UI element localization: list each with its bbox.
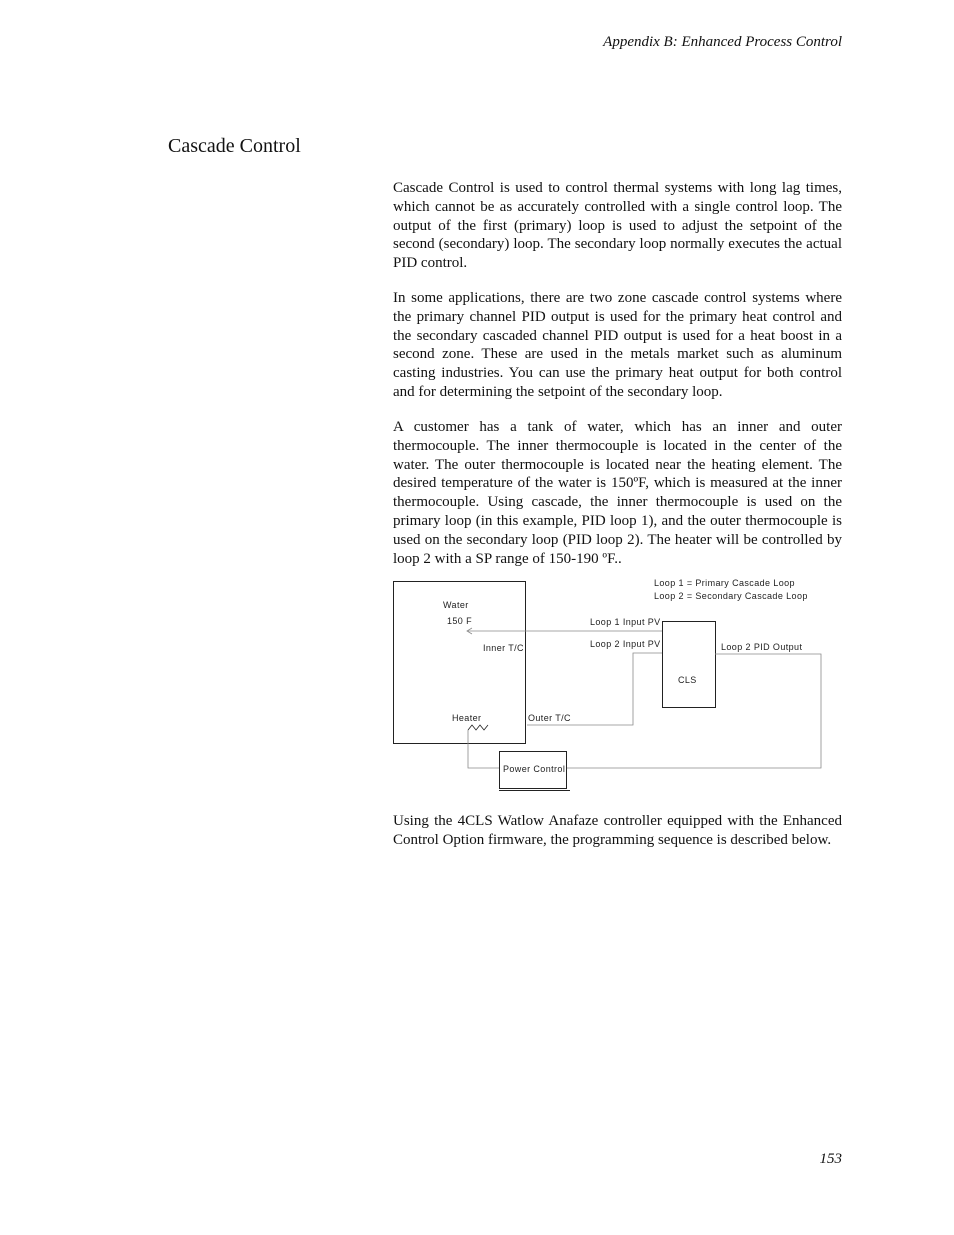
paragraph-programming (393, 812, 842, 850)
paragraph-text: A customer has a tank of water, which has an inner and outer thermocouple. The inner thermocouple is located in the center of the water. The outer thermocouple is located near the heating element. The desired temperature of the water is 150ºF, which is measured at the inner thermocouple. Using cascade, the inner thermocouple is used on the primary loop (in this example, PID loop 1), and the outer thermocouple is used on the secondary loop (PID loop 2). The heater will be controlled by loop 2 with a SP range of 150-190 ºF.. (393, 419, 842, 567)
paragraph-intro (393, 179, 842, 273)
paragraph-text: Cascade Control is used to control thermal systems with long lag times, which cannot be as accurately controlled with a single control loop. The output of the first (primary) loop is used to adjust the setpoint of the second (secondary) loop. The secondary loop normally executes the actual PID control. (393, 180, 842, 272)
legend-loop2: Loop 2 = Secondary Cascade Loop (654, 591, 808, 601)
paragraph-applications (393, 289, 842, 402)
loop2-output-label: Loop 2 PID Output (721, 642, 803, 652)
loop2-pv-label: Loop 2 Input PV (590, 639, 661, 649)
power-to-heater-line (468, 730, 499, 768)
heater-coil-icon (468, 725, 488, 730)
paragraph-text: Using the 4CLS Watlow Anafaze controller equipped with the Enhanced Control Option firmware, the programming sequence is described below. (393, 813, 842, 848)
outer-tc-label: Outer T/C (528, 713, 571, 723)
cascade-diagram (380, 575, 830, 797)
legend-loop1: Loop 1 = Primary Cascade Loop (654, 578, 795, 588)
inner-tc-label: Inner T/C (483, 643, 524, 653)
page-number: 153 (819, 1151, 842, 1167)
running-header: Appendix B: Enhanced Process Control (603, 34, 842, 50)
loop1-pv-label: Loop 1 Input PV (590, 617, 661, 627)
temperature-label: 150 F (447, 616, 473, 626)
cls-label: CLS (678, 675, 697, 685)
cls-controller-box (663, 622, 716, 708)
section-title: Cascade Control (168, 135, 301, 157)
paragraph-text: In some applications, there are two zone cascade control systems where the primary channel PID output is used for the primary heat control and the secondary cascaded channel PID output is used for a heat boost in a second zone. These are used in the metals market such as aluminum casting industries. You can use the primary heat output for both control and for determining the setpoint of the secondary loop. (393, 290, 842, 400)
paragraph-example (393, 418, 842, 568)
heater-label: Heater (452, 713, 482, 723)
loop2-output-line (567, 654, 821, 768)
power-control-label: Power Control (503, 764, 566, 774)
water-label: Water (443, 600, 469, 610)
